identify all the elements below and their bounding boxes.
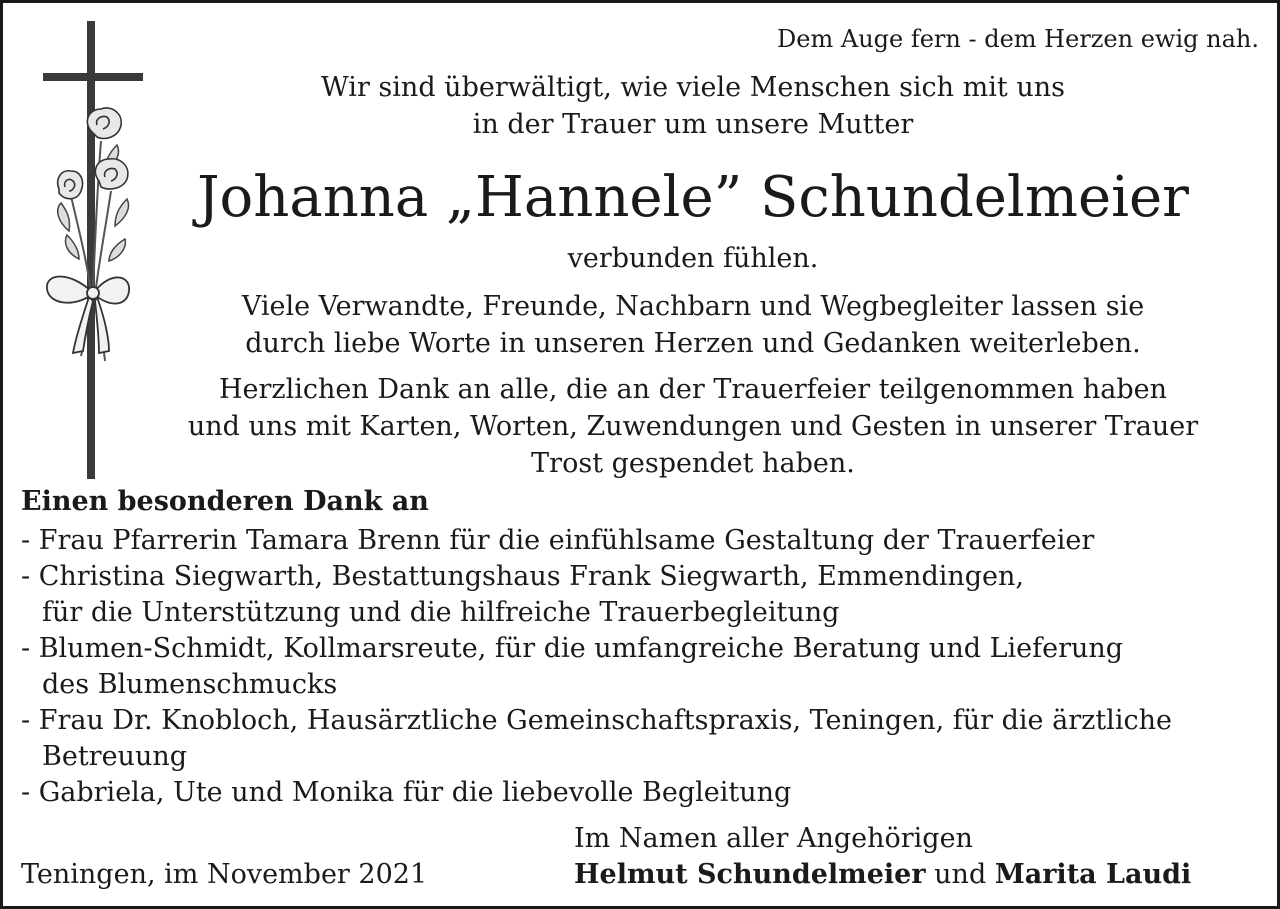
paragraph-line: Viele Verwandte, Freunde, Nachbarn und Wegbegleiter lassen sie (241, 291, 1145, 322)
list-item: - Christina Siegwarth, Bestattungshaus Frank Siegwarth, Emmendingen, (21, 561, 1024, 592)
list-item-continuation: des Blumenschmucks (42, 669, 338, 700)
motto: Dem Auge fern - dem Herzen ewig nah. (777, 25, 1259, 53)
gratitude-paragraph-2 (173, 371, 1213, 482)
on-behalf-line: Im Namen aller Angehörigen (574, 823, 973, 854)
connected-text: verbunden fühlen. (567, 243, 819, 274)
signer-name: Marita Laudi (994, 859, 1192, 890)
paragraph-line: und uns mit Karten, Worten, Zuwendungen und Gesten in unserer Trauer (187, 411, 1199, 442)
list-item: - Gabriela, Ute und Monika für die liebevolle Begleitung (21, 777, 792, 808)
place-date: Teningen, im November 2021 (21, 859, 428, 890)
paragraph-line: durch liebe Worte in unseren Herzen und Gedanken weiterleben. (245, 328, 1141, 359)
signer-name: Helmut Schundelmeier (574, 859, 926, 890)
signers (574, 859, 1191, 890)
signer-joiner: und (934, 859, 987, 890)
list-item: - Blumen-Schmidt, Kollmarsreute, für die umfangreiche Beratung und Lieferung (21, 633, 1124, 664)
paragraph-line: Trost gespendet haben. (531, 448, 855, 479)
list-item-continuation: Betreuung (42, 741, 188, 772)
cross-with-roses-icon (39, 21, 149, 481)
list-item: - Frau Dr. Knobloch, Hausärztliche Gemeinschaftspraxis, Teningen, für die ärztliche (21, 705, 1172, 736)
intro-line: Wir sind überwältigt, wie viele Menschen sich mit uns (321, 72, 1065, 103)
special-thanks-heading: Einen besonderen Dank an (21, 486, 429, 517)
intro-line: in der Trauer um unsere Mutter (472, 109, 914, 140)
list-item: - Frau Pfarrerin Tamara Brenn für die einfühlsame Gestaltung der Trauerfeier (21, 525, 1095, 556)
gratitude-paragraph-1 (173, 288, 1213, 362)
deceased-name: Johanna „Hannele” Schundelmeier (197, 165, 1189, 230)
paragraph-line: Herzlichen Dank an alle, die an der Trauerfeier teilgenommen haben (218, 374, 1167, 405)
intro-text (173, 69, 1213, 143)
list-item-continuation: für die Unterstützung und die hilfreiche Trauerbegleitung (42, 597, 840, 628)
special-thanks-list (21, 523, 1172, 811)
